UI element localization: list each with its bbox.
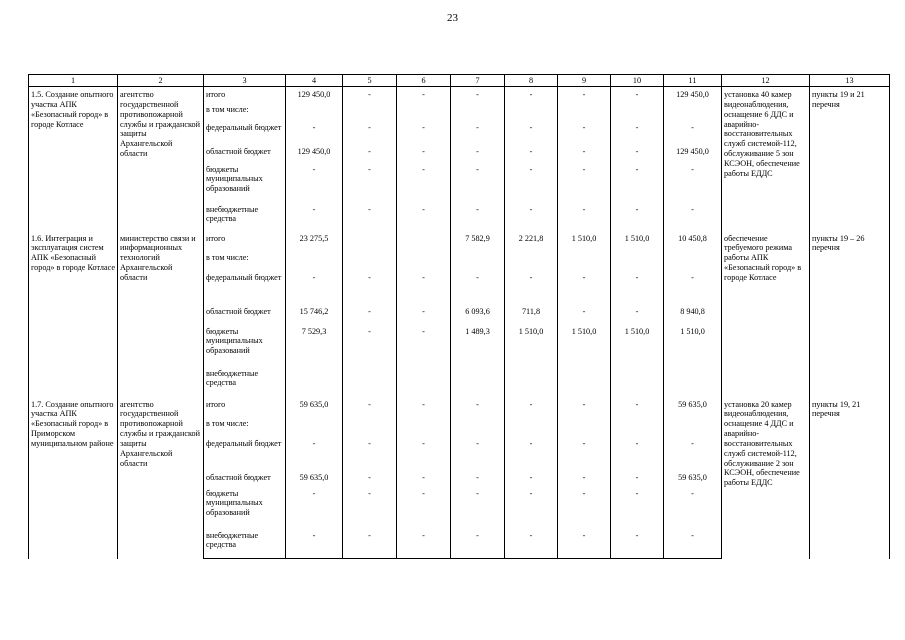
amount-cell: - — [505, 123, 558, 147]
amount-cell: - — [611, 87, 664, 105]
amount-cell — [343, 231, 397, 253]
amount-cell: - — [505, 147, 558, 165]
column-header: 12 — [722, 75, 810, 87]
amount-cell: - — [558, 123, 611, 147]
amount-cell — [286, 369, 343, 397]
amount-cell: - — [611, 489, 664, 531]
amount-cell: - — [664, 165, 722, 205]
amount-cell: - — [397, 397, 451, 419]
amount-cell — [505, 419, 558, 439]
funding-source-label: федеральный бюджет — [204, 123, 286, 147]
amount-cell: - — [611, 205, 664, 231]
amount-cell — [505, 105, 558, 123]
amount-cell — [505, 253, 558, 273]
section-name: 1.5. Создание опытного участка АПК «Безопасный город» в городе Котласе — [29, 87, 118, 231]
section-list-items: пункты 19 – 26 перечня — [810, 231, 890, 397]
amount-cell: - — [343, 489, 397, 531]
funding-source-label: бюджеты муниципальных образований — [204, 165, 286, 205]
funding-source-label: бюджеты муниципальных образований — [204, 327, 286, 369]
amount-cell: - — [397, 165, 451, 205]
amount-cell — [286, 419, 343, 439]
amount-cell: - — [343, 307, 397, 327]
amount-cell: - — [558, 87, 611, 105]
amount-cell — [611, 105, 664, 123]
amount-cell: - — [505, 473, 558, 489]
funding-source-label: внебюджетные средства — [204, 531, 286, 559]
table-row — [29, 231, 890, 253]
amount-cell: 15 746,2 — [286, 307, 343, 327]
amount-cell — [397, 419, 451, 439]
amount-cell: - — [451, 531, 505, 559]
amount-cell: - — [397, 327, 451, 369]
amount-cell: 1 510,0 — [664, 327, 722, 369]
funding-source-label: итого — [204, 397, 286, 419]
amount-cell: 23 275,5 — [286, 231, 343, 253]
amount-cell: - — [558, 439, 611, 473]
amount-cell: - — [611, 397, 664, 419]
amount-cell: - — [505, 531, 558, 559]
amount-cell: - — [451, 273, 505, 307]
amount-cell: - — [664, 531, 722, 559]
amount-cell: - — [451, 147, 505, 165]
amount-cell: - — [451, 205, 505, 231]
amount-cell — [286, 105, 343, 123]
section-name: 1.7. Создание опытного участка АПК «Безопасный город» в Приморском муниципальном районе — [29, 397, 118, 559]
amount-cell: - — [343, 273, 397, 307]
amount-cell: 711,8 — [505, 307, 558, 327]
amount-cell: - — [397, 147, 451, 165]
amount-cell: - — [505, 87, 558, 105]
funding-source-label: федеральный бюджет — [204, 439, 286, 473]
amount-cell — [611, 253, 664, 273]
amount-cell: 59 635,0 — [286, 473, 343, 489]
amount-cell: - — [505, 205, 558, 231]
amount-cell: - — [505, 489, 558, 531]
amount-cell: - — [611, 147, 664, 165]
amount-cell: - — [286, 123, 343, 147]
section-executor: агентство государственной противопожарной службы и гражданской защиты Архангельской области — [118, 397, 204, 559]
amount-cell — [664, 369, 722, 397]
column-header: 13 — [810, 75, 890, 87]
amount-cell: 1 510,0 — [505, 327, 558, 369]
table-header — [29, 75, 890, 87]
funding-source-label: внебюджетные средства — [204, 369, 286, 397]
table-row — [29, 397, 890, 419]
amount-cell: - — [664, 273, 722, 307]
amount-cell — [343, 253, 397, 273]
amount-cell: 129 450,0 — [664, 147, 722, 165]
amount-cell: 129 450,0 — [664, 87, 722, 105]
amount-cell: - — [451, 123, 505, 147]
amount-cell: 7 582,9 — [451, 231, 505, 253]
amount-cell: - — [343, 165, 397, 205]
amount-cell: - — [664, 489, 722, 531]
page-number: 23 — [447, 12, 458, 24]
amount-cell: 1 510,0 — [558, 327, 611, 369]
amount-cell: - — [397, 473, 451, 489]
amount-cell — [611, 369, 664, 397]
amount-cell — [397, 253, 451, 273]
section-list-items: пункты 19 и 21 перечня — [810, 87, 890, 231]
amount-cell: - — [558, 531, 611, 559]
amount-cell: - — [397, 489, 451, 531]
amount-cell: - — [397, 205, 451, 231]
amount-cell: - — [505, 397, 558, 419]
amount-cell: - — [664, 205, 722, 231]
amount-cell: - — [558, 489, 611, 531]
amount-cell — [664, 253, 722, 273]
amount-cell: 59 635,0 — [664, 473, 722, 489]
amount-cell — [451, 253, 505, 273]
column-header: 4 — [286, 75, 343, 87]
amount-cell — [611, 419, 664, 439]
column-header: 7 — [451, 75, 505, 87]
table-body — [29, 87, 890, 559]
amount-cell — [664, 419, 722, 439]
amount-cell: - — [505, 439, 558, 473]
column-header: 11 — [664, 75, 722, 87]
amount-cell — [343, 419, 397, 439]
amount-cell: 10 450,8 — [664, 231, 722, 253]
amount-cell — [343, 105, 397, 123]
section-result: установка 40 камер видеонаблюдения, оснащение 6 ДДС и аварийно-восстановительных служб системой-112, обслуживание 5 зон КСЭОН, обеспечение работы ЕДДС — [722, 87, 810, 231]
section-result: обеспечение требуемого режима работы АПК «Безопасный город» в городе Котласе — [722, 231, 810, 397]
column-header: 3 — [204, 75, 286, 87]
amount-cell: - — [558, 273, 611, 307]
funding-source-label: бюджеты муниципальных образований — [204, 489, 286, 531]
amount-cell — [397, 105, 451, 123]
amount-cell: - — [611, 273, 664, 307]
amount-cell: - — [343, 473, 397, 489]
amount-cell — [558, 369, 611, 397]
amount-cell: - — [451, 165, 505, 205]
amount-cell: 1 489,3 — [451, 327, 505, 369]
funding-source-label: в том числе: — [204, 253, 286, 273]
column-header: 5 — [343, 75, 397, 87]
section-list-items: пункты 19, 21 перечня — [810, 397, 890, 559]
amount-cell: 1 510,0 — [611, 231, 664, 253]
amount-cell: - — [611, 123, 664, 147]
amount-cell: 1 510,0 — [611, 327, 664, 369]
amount-cell: - — [451, 87, 505, 105]
amount-cell: - — [558, 307, 611, 327]
amount-cell — [343, 369, 397, 397]
amount-cell: - — [558, 147, 611, 165]
program-table — [28, 74, 890, 559]
amount-cell: - — [343, 531, 397, 559]
amount-cell: 6 093,6 — [451, 307, 505, 327]
section-result: установка 20 камер видеонаблюдения, оснащение 4 ДДС и аварийно-восстановительных служб системой-112, обслуживание 2 зон КСЭОН, обеспечение работы ЕДДС — [722, 397, 810, 559]
amount-cell: - — [558, 205, 611, 231]
amount-cell — [397, 231, 451, 253]
funding-source-label: федеральный бюджет — [204, 273, 286, 307]
amount-cell: - — [558, 397, 611, 419]
column-header: 2 — [118, 75, 204, 87]
amount-cell: - — [286, 531, 343, 559]
column-header: 6 — [397, 75, 451, 87]
amount-cell: - — [397, 123, 451, 147]
amount-cell: - — [397, 439, 451, 473]
amount-cell: - — [343, 327, 397, 369]
amount-cell — [558, 419, 611, 439]
amount-cell: - — [286, 165, 343, 205]
amount-cell: 129 450,0 — [286, 87, 343, 105]
amount-cell — [286, 253, 343, 273]
amount-cell: - — [343, 397, 397, 419]
funding-source-label: областной бюджет — [204, 147, 286, 165]
amount-cell — [451, 369, 505, 397]
amount-cell: 59 635,0 — [664, 397, 722, 419]
section-executor: министерство связи и информационных технологий Архангельской области — [118, 231, 204, 397]
amount-cell: 59 635,0 — [286, 397, 343, 419]
amount-cell: - — [397, 307, 451, 327]
amount-cell: - — [343, 439, 397, 473]
amount-cell: - — [611, 165, 664, 205]
amount-cell: - — [397, 531, 451, 559]
amount-cell — [451, 105, 505, 123]
amount-cell — [397, 369, 451, 397]
amount-cell: - — [451, 489, 505, 531]
funding-source-label: в том числе: — [204, 419, 286, 439]
section-executor: агентство государственной противопожарной службы и гражданской защиты Архангельской области — [118, 87, 204, 231]
amount-cell: - — [343, 87, 397, 105]
funding-source-label: внебюджетные средства — [204, 205, 286, 231]
amount-cell — [558, 253, 611, 273]
amount-cell: - — [451, 397, 505, 419]
funding-source-label: областной бюджет — [204, 307, 286, 327]
amount-cell: - — [451, 473, 505, 489]
funding-source-label: итого — [204, 87, 286, 105]
amount-cell: 1 510,0 — [558, 231, 611, 253]
funding-source-label: областной бюджет — [204, 473, 286, 489]
column-header: 10 — [611, 75, 664, 87]
amount-cell — [505, 369, 558, 397]
column-numbers-row — [29, 75, 890, 87]
funding-source-label: итого — [204, 231, 286, 253]
amount-cell: - — [558, 165, 611, 205]
amount-cell — [558, 105, 611, 123]
amount-cell: - — [286, 273, 343, 307]
column-header: 8 — [505, 75, 558, 87]
amount-cell: - — [397, 273, 451, 307]
table-row — [29, 87, 890, 105]
amount-cell: - — [611, 307, 664, 327]
amount-cell: - — [611, 439, 664, 473]
amount-cell: - — [343, 205, 397, 231]
amount-cell: - — [397, 87, 451, 105]
amount-cell: - — [286, 439, 343, 473]
amount-cell: - — [451, 439, 505, 473]
amount-cell: - — [343, 147, 397, 165]
amount-cell: - — [558, 473, 611, 489]
amount-cell: - — [343, 123, 397, 147]
amount-cell: 8 940,8 — [664, 307, 722, 327]
amount-cell: - — [664, 439, 722, 473]
column-header: 1 — [29, 75, 118, 87]
amount-cell: - — [286, 205, 343, 231]
amount-cell: - — [611, 473, 664, 489]
amount-cell: 129 450,0 — [286, 147, 343, 165]
funding-source-label: в том числе: — [204, 105, 286, 123]
amount-cell — [451, 419, 505, 439]
amount-cell: - — [611, 531, 664, 559]
column-header: 9 — [558, 75, 611, 87]
amount-cell: - — [505, 273, 558, 307]
amount-cell: 2 221,8 — [505, 231, 558, 253]
amount-cell: 7 529,3 — [286, 327, 343, 369]
section-name: 1.6. Интеграция и эксплуатация систем АПК «Безопасный город» в городе Котласе — [29, 231, 118, 397]
amount-cell: - — [286, 489, 343, 531]
amount-cell: - — [505, 165, 558, 205]
amount-cell — [664, 105, 722, 123]
amount-cell: - — [664, 123, 722, 147]
